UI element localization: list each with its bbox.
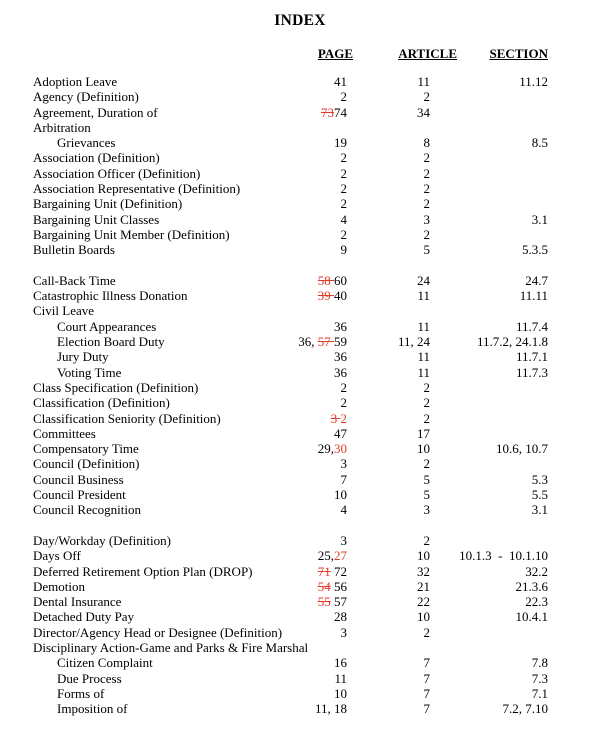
- page-cell: [318, 548, 347, 563]
- index-row: [33, 319, 548, 334]
- article-cell: 11: [417, 288, 430, 304]
- page-cell: [298, 334, 347, 349]
- index-row: [33, 334, 548, 349]
- article-cell: 34: [417, 104, 430, 120]
- index-row: [33, 288, 548, 303]
- entry-label: Class Specification (Definition): [33, 379, 199, 395]
- page-segment: 9: [340, 242, 347, 258]
- page-cell: [315, 701, 347, 716]
- page-segment-struck: 73: [321, 104, 334, 120]
- page-cell: [341, 502, 348, 517]
- page-segment: 2: [340, 150, 347, 166]
- page-cell: [318, 288, 347, 303]
- page-segment: 11: [334, 670, 347, 686]
- page-cell: [334, 349, 347, 364]
- page-segment-struck: 55: [317, 594, 331, 610]
- page-segment: 2: [340, 196, 347, 212]
- article-cell: 8: [423, 135, 430, 151]
- article-cell: 2: [423, 395, 430, 411]
- article-cell: 7: [423, 655, 430, 671]
- entry-label: Grievances: [57, 135, 116, 151]
- page-segment: 40: [334, 288, 347, 304]
- index-row: [33, 227, 548, 242]
- entry-label: Bargaining Unit Classes: [33, 211, 160, 227]
- index-row: [33, 548, 548, 563]
- entry-label: Catastrophic Illness Donation: [33, 288, 188, 304]
- index-row: [33, 426, 548, 441]
- entry-label: Bargaining Unit Member (Definition): [33, 226, 230, 242]
- page-cell: [318, 594, 347, 609]
- section-cell: 24.7: [525, 272, 548, 288]
- article-cell: 11: [417, 349, 430, 365]
- entry-label: Agency (Definition): [33, 89, 139, 105]
- page-cell: [331, 411, 347, 426]
- page-cell: [341, 380, 348, 395]
- page-segment: 2: [340, 395, 347, 411]
- column-header-section: SECTION: [489, 46, 548, 61]
- page-cell: [341, 89, 348, 104]
- article-cell: 10: [417, 609, 430, 625]
- page-cell: [334, 655, 347, 670]
- page-segment: 2: [340, 410, 347, 426]
- section-cell: 7.3: [531, 670, 548, 686]
- section-cell: 8.5: [531, 135, 548, 151]
- entry-label: Civil Leave: [33, 303, 95, 319]
- page-cell: [341, 150, 348, 165]
- page-segment: 36: [334, 349, 347, 365]
- page-segment: 36: [334, 318, 347, 334]
- column-header-page: PAGE: [317, 46, 353, 61]
- page-segment: 74: [334, 104, 347, 120]
- page-segment: 30: [334, 441, 347, 457]
- section-cell: 22.3: [525, 594, 548, 610]
- index-row: [33, 533, 548, 548]
- index-row: [33, 242, 548, 257]
- article-cell: 24: [417, 272, 430, 288]
- page-segment: 3: [340, 624, 347, 640]
- index-row: [33, 365, 548, 380]
- spacer-row: [33, 258, 548, 273]
- section-cell: 11.11: [519, 288, 548, 304]
- page-segment: 19: [334, 135, 347, 151]
- page-segment: 72: [330, 563, 347, 579]
- section-cell: 5.3.5: [522, 242, 548, 258]
- entry-label: Disciplinary Action-Game and Parks & Fire Marshal: [33, 639, 309, 655]
- article-cell: 2: [423, 181, 430, 197]
- page-segment: 11, 18: [314, 701, 347, 717]
- entry-label: Bargaining Unit (Definition): [33, 196, 183, 212]
- page-cell: [318, 564, 347, 579]
- page-cell: [341, 472, 348, 487]
- page-cell: [341, 212, 348, 227]
- entry-label: Compensatory Time: [33, 441, 139, 457]
- article-cell: 22: [417, 594, 430, 610]
- page-segment: 16: [334, 655, 347, 671]
- index-row: [33, 89, 548, 104]
- entry-label: Arbitration: [33, 119, 91, 135]
- page-cell: [334, 426, 347, 441]
- article-cell: 21: [417, 578, 430, 594]
- page-segment: 10: [334, 685, 347, 701]
- page-segment: 56: [330, 578, 347, 594]
- page-segment: 2: [340, 165, 347, 181]
- page-segment: 36: [334, 364, 347, 380]
- page-segment: 2: [340, 89, 347, 105]
- article-cell: 5: [423, 242, 430, 258]
- entry-label: Imposition of: [57, 701, 128, 717]
- index-row: [33, 166, 548, 181]
- article-cell: 2: [423, 196, 430, 212]
- page-segment: 29,: [317, 441, 334, 457]
- section-cell: 21.3.6: [515, 578, 548, 594]
- entry-label: Association Officer (Definition): [33, 165, 201, 181]
- entry-label: Adoption Leave: [33, 74, 118, 89]
- article-cell: 32: [417, 563, 430, 579]
- page-cell: [318, 273, 347, 288]
- page-title: INDEX: [274, 12, 326, 29]
- index-row: [33, 640, 548, 655]
- page-cell: [341, 456, 348, 471]
- entry-label: Association (Definition): [33, 150, 160, 166]
- page-cell: [341, 166, 348, 181]
- page-cell: [334, 609, 347, 624]
- entry-label: Citizen Complaint: [57, 655, 153, 671]
- index-row: [33, 181, 548, 196]
- page-segment-struck: 57: [317, 334, 334, 350]
- section-cell: 11.12: [519, 74, 548, 89]
- entry-label: Deferred Retirement Option Plan (DROP): [33, 563, 253, 579]
- index-row: [33, 120, 548, 135]
- article-cell: 2: [423, 379, 430, 395]
- article-cell: 11: [417, 364, 430, 380]
- index-row: [33, 487, 548, 502]
- section-cell: 10.6, 10.7: [496, 441, 548, 457]
- page-cell: [334, 74, 347, 89]
- entry-label: Classification (Definition): [33, 395, 170, 411]
- index-row: [33, 472, 548, 487]
- entry-label: Due Process: [57, 670, 122, 686]
- entry-label: Council Recognition: [33, 502, 141, 518]
- page-cell: [341, 227, 348, 242]
- page-segment: 36,: [298, 334, 318, 350]
- index-row: [33, 441, 548, 456]
- section-cell: 11.7.1: [515, 349, 548, 365]
- index-row: [33, 671, 548, 686]
- section-cell: 11.7.2, 24.1.8: [476, 334, 548, 350]
- entry-label: Director/Agency Head or Designee (Definition): [33, 624, 283, 640]
- index-rows: [33, 74, 548, 716]
- index-row: [33, 686, 548, 701]
- page-cell: [334, 686, 347, 701]
- section-cell: 3.1: [531, 502, 548, 518]
- page-segment-struck: 3: [330, 410, 341, 426]
- page-segment: 10: [334, 487, 347, 503]
- page-segment: 59: [334, 334, 347, 350]
- article-cell: 2: [423, 165, 430, 181]
- article-cell: 2: [423, 410, 430, 426]
- spacer-row: [33, 518, 548, 533]
- page-cell: [318, 579, 347, 594]
- article-cell: 11: [417, 318, 430, 334]
- section-cell: 10.4.1: [515, 609, 548, 625]
- entry-label: Agreement, Duration of: [33, 104, 158, 120]
- index-row: [33, 74, 548, 89]
- index-row: [33, 502, 548, 517]
- page-cell: [341, 533, 348, 548]
- page-segment: 4: [340, 502, 347, 518]
- section-cell: 3.1: [531, 211, 548, 227]
- page-segment: 27: [334, 548, 347, 564]
- section-cell: 7.2, 7.10: [502, 701, 548, 717]
- index-row: [33, 196, 548, 211]
- page-cell: [321, 105, 347, 120]
- section-cell: 7.8: [531, 655, 548, 671]
- article-cell: 3: [423, 502, 430, 518]
- index-row: [33, 579, 548, 594]
- entry-label: Days Off: [33, 548, 81, 564]
- article-cell: 17: [417, 425, 430, 441]
- index-row: [33, 655, 548, 670]
- article-cell: 11: [417, 74, 430, 89]
- article-cell: 7: [423, 701, 430, 717]
- page-cell: [341, 242, 348, 257]
- index-row: [33, 701, 548, 716]
- page-cell: [334, 365, 347, 380]
- page-segment-struck: 54: [317, 578, 331, 594]
- page-segment: 28: [334, 609, 347, 625]
- page-segment-struck: 39: [317, 288, 334, 304]
- page-segment: 2: [340, 226, 347, 242]
- table-header-row: [33, 46, 548, 62]
- page-cell: [334, 319, 347, 334]
- entry-label: Election Board Duty: [57, 334, 165, 350]
- article-cell: 2: [423, 150, 430, 166]
- index-row: [33, 150, 548, 165]
- column-header-article: ARTICLE: [398, 46, 457, 61]
- page-segment: 25,: [317, 548, 334, 564]
- entry-label: Council Business: [33, 471, 124, 487]
- entry-label: Forms of: [57, 685, 105, 701]
- index-row: [33, 411, 548, 426]
- section-cell: 10.1.3 - 10.1.10: [459, 548, 548, 564]
- entry-label: Council President: [33, 487, 126, 503]
- page-segment: 7: [340, 471, 347, 487]
- entry-label: Council (Definition): [33, 456, 140, 472]
- page-cell: [334, 487, 347, 502]
- index-row: [33, 456, 548, 471]
- section-cell: 5.5: [531, 487, 548, 503]
- article-cell: 3: [423, 211, 430, 227]
- page-segment-struck: 71: [317, 563, 331, 579]
- section-cell: 7.1: [531, 685, 548, 701]
- article-cell: 10: [417, 441, 430, 457]
- entry-label: Classification Seniority (Definition): [33, 410, 221, 426]
- entry-label: Voting Time: [57, 364, 122, 380]
- index-row: [33, 564, 548, 579]
- page-cell: [341, 395, 348, 410]
- article-cell: 2: [423, 226, 430, 242]
- page-segment: 60: [334, 272, 347, 288]
- section-cell: 11.7.4: [515, 318, 548, 334]
- entry-label: Court Appearances: [57, 318, 157, 334]
- index-row: [33, 212, 548, 227]
- index-row: [33, 380, 548, 395]
- page-segment: 3: [340, 456, 347, 472]
- index-row: [33, 349, 548, 364]
- index-row: [33, 395, 548, 410]
- index-row: [33, 135, 548, 150]
- index-row: [33, 609, 548, 624]
- section-cell: 32.2: [525, 563, 548, 579]
- entry-label: Day/Workday (Definition): [33, 532, 171, 548]
- article-cell: 10: [417, 548, 430, 564]
- article-cell: 7: [423, 670, 430, 686]
- page-segment-struck: 58: [317, 272, 334, 288]
- entry-label: Demotion: [33, 578, 85, 594]
- article-cell: 2: [423, 89, 430, 105]
- page-segment: 3: [340, 532, 347, 548]
- page-cell: [341, 196, 348, 211]
- entry-label: Jury Duty: [57, 349, 109, 365]
- page-segment: 4: [340, 211, 347, 227]
- entry-label: Detached Duty Pay: [33, 609, 135, 625]
- index-row: [33, 303, 548, 318]
- page-cell: [341, 181, 348, 196]
- article-cell: 2: [423, 456, 430, 472]
- page-cell: [334, 671, 347, 686]
- index-row: [33, 273, 548, 288]
- article-cell: 7: [423, 685, 430, 701]
- entry-label: Dental Insurance: [33, 594, 122, 610]
- page-cell: [318, 441, 347, 456]
- page-cell: [334, 135, 347, 150]
- page-segment: 2: [340, 181, 347, 197]
- article-cell: 2: [423, 532, 430, 548]
- entry-label: Bulletin Boards: [33, 242, 115, 258]
- entry-label: Call-Back Time: [33, 272, 116, 288]
- index-row: [33, 594, 548, 609]
- page-segment: 2: [340, 379, 347, 395]
- article-cell: 5: [423, 487, 430, 503]
- section-cell: 5.3: [531, 471, 548, 487]
- index-row: [33, 105, 548, 120]
- article-cell: 11, 24: [397, 334, 430, 350]
- page-segment: 47: [334, 425, 347, 441]
- page-segment: 57: [330, 594, 347, 610]
- page-segment: 41: [334, 74, 347, 89]
- section-cell: 11.7.3: [515, 364, 548, 380]
- entry-label: Association Representative (Definition): [33, 181, 241, 197]
- page-cell: [341, 625, 348, 640]
- article-cell: 5: [423, 471, 430, 487]
- entry-label: Committees: [33, 425, 96, 441]
- article-cell: 2: [423, 624, 430, 640]
- index-row: [33, 625, 548, 640]
